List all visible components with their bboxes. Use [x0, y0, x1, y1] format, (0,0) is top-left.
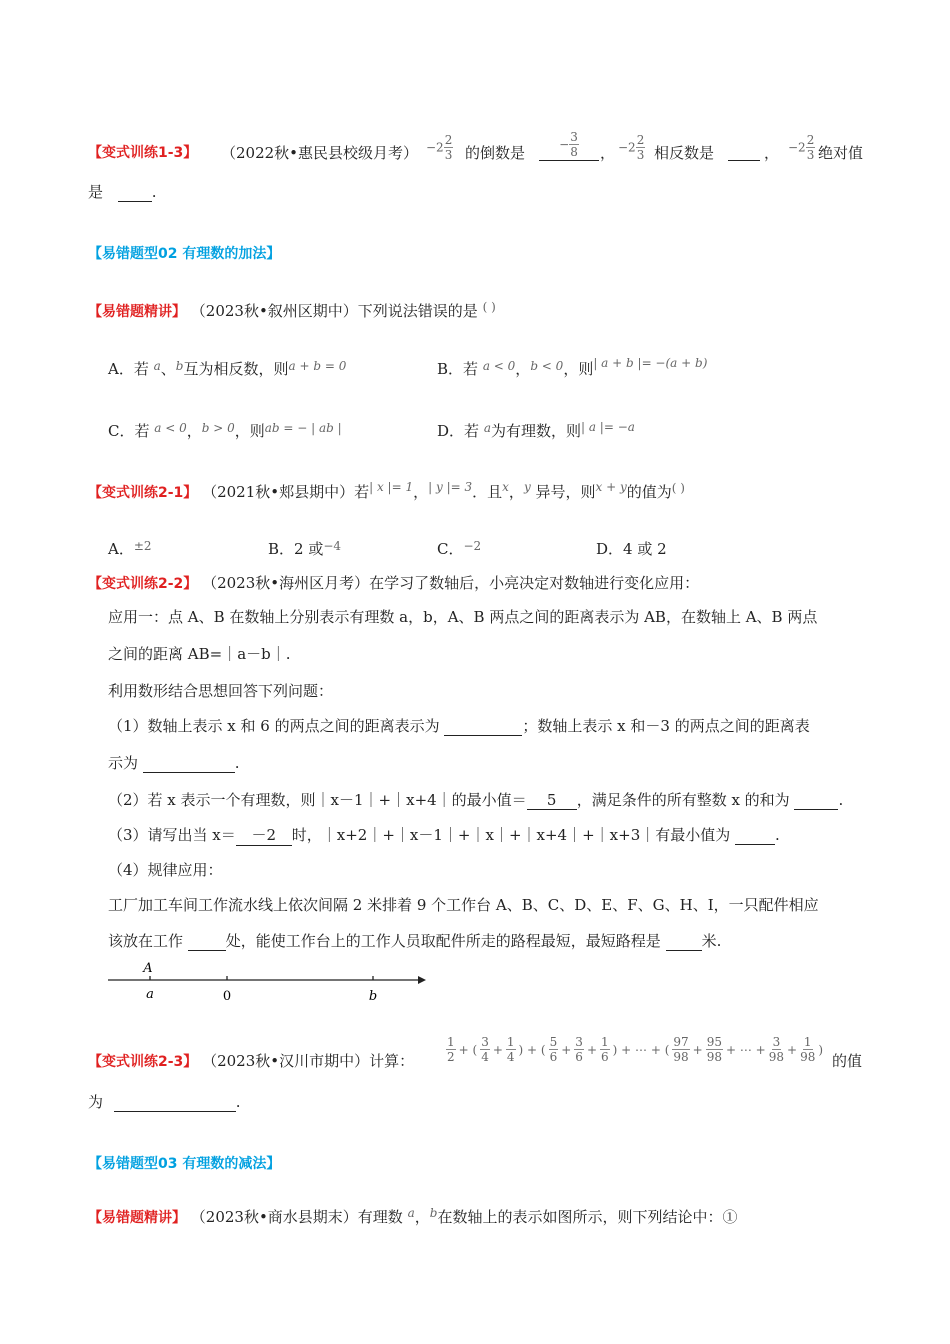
q21-opt-b-label: B．2 或 — [268, 540, 324, 558]
q23-operator: + — [692, 1042, 703, 1057]
q21-math1: | x |= 1 — [369, 480, 414, 494]
q23-numerator: 3 — [575, 1035, 583, 1049]
q-sub-sep: ， — [414, 1208, 430, 1226]
q23-fraction — [480, 1035, 490, 1064]
option-b-math3: | a + b |= −(a + b) — [593, 356, 708, 370]
q-sub-text: 在数轴上的表示如图所示，则下列结论中：① — [437, 1208, 738, 1226]
q23-text-value: 的值 — [832, 1052, 863, 1070]
number-line-arrow-icon — [418, 976, 426, 984]
q-add-source: （2023秋•叙州区期中）下列说法错误的是 — [190, 302, 478, 320]
q23-numerator: 95 — [706, 1035, 722, 1049]
q22-line9: 工厂加工车间工作流水线上依次间隔 2 米排着 9 个工作台 A、B、C、D、E、F、G、H、I，一只配件相应 — [108, 896, 819, 914]
number-line-figure — [100, 958, 430, 1008]
q23-fraction — [600, 1035, 610, 1064]
q13-answer: − $\frac{3}{8}$ — [559, 130, 578, 159]
q21-opt-a-label: A． — [108, 540, 134, 558]
q-add-line — [88, 300, 496, 321]
q-add-option-b — [437, 358, 707, 379]
q23-operator: ) + ( — [518, 1042, 546, 1057]
q13-comma: ， — [600, 144, 616, 162]
option-d-math2: | a |= −a — [580, 420, 635, 434]
q21-text1: ．且 — [472, 483, 503, 501]
q22-part2-text-b: ，满足条件的所有整数 x 的和为 — [576, 791, 790, 809]
q22-line2: 之间的距离 AB=｜a－b｜. — [108, 645, 291, 663]
q22-answer-x: －2 — [236, 824, 292, 846]
option-c-text: ，则 — [234, 422, 265, 440]
option-a-math1: a — [153, 359, 161, 373]
q13-number3: −2 $\frac{2}{3}$ — [788, 133, 815, 162]
q23-numerator: 3 — [481, 1035, 489, 1049]
option-a-label: A．若 — [108, 360, 149, 378]
q22-blank-1b — [143, 754, 235, 773]
q21-opt-c-math: −2 — [463, 539, 482, 553]
q22-line5 — [108, 752, 240, 773]
q21-paren: ( ) — [671, 481, 685, 495]
q23-fraction — [769, 1035, 784, 1064]
q13-period: . — [151, 183, 157, 201]
option-a-sep: 、 — [160, 360, 176, 378]
option-b-sep: ， — [515, 360, 531, 378]
option-a-math2: b — [175, 359, 184, 373]
q23-denominator: 4 — [481, 1050, 489, 1064]
label-A: A — [143, 961, 153, 976]
q-sub-tag: 【易错题精讲】 — [88, 1210, 186, 1226]
q21-option-c — [437, 538, 481, 559]
q23-source: （2023秋•汉川市期中）计算： — [202, 1052, 415, 1070]
q13-answer-underline — [539, 160, 599, 161]
option-b-text: ，则 — [563, 360, 594, 378]
q21-math3: x — [502, 480, 509, 494]
q23-line2 — [88, 1091, 241, 1112]
q22-answer-min: 5 — [527, 791, 577, 810]
q21-option-a — [108, 538, 152, 559]
q23-fraction — [574, 1035, 584, 1064]
option-b-math1: a < 0 — [482, 359, 516, 373]
q13-comma2: ， — [764, 144, 780, 162]
q21-math2: | y |= 3 — [428, 480, 473, 494]
q22-line1: 应用一：点 A、B 在数轴上分别表示有理数 a，b，A、B 两点之间的距离表示为 AB，在数轴上 A、B 两点 — [108, 608, 818, 626]
label-a: a — [146, 987, 154, 1002]
q21-option-b — [268, 538, 341, 559]
q13-source: （2022秋•惠民县校级月考） — [221, 144, 419, 162]
q23-numerator: 1 — [447, 1035, 455, 1049]
q23-operator: ) — [818, 1042, 824, 1057]
q22-part4-text-c: 米. — [701, 932, 722, 950]
label-b: b — [368, 989, 378, 1004]
q22-blank-4a — [188, 932, 226, 951]
q23-operator: + — [492, 1042, 503, 1057]
q23-numerator: 1 — [803, 1035, 812, 1049]
q23-denominator: 4 — [506, 1050, 515, 1064]
q21-sep2: ， — [508, 483, 524, 501]
q-sub-source: （2023秋•商水县期末）有理数 — [190, 1208, 403, 1226]
q13-text-is: 是 — [88, 183, 104, 201]
option-d-label: D．若 — [437, 422, 480, 440]
q23-tag: 【变式训练2-3】 — [88, 1054, 198, 1070]
option-c-label: C．若 — [108, 422, 150, 440]
q23-blank — [114, 1093, 236, 1112]
q23-denominator: 98 — [800, 1050, 816, 1064]
q13-number: −2 $\frac{2}{3}$ — [426, 133, 453, 162]
q22-part3-text-a: （3）请写出当 x＝ — [108, 826, 236, 844]
option-c-sep: ， — [186, 422, 202, 440]
q13-text-opposite: 相反数是 — [654, 144, 715, 162]
q22-blank-1a — [444, 717, 522, 736]
q23-numerator: 1 — [506, 1035, 515, 1049]
q13-text-reciprocal: 的倒数是 — [465, 144, 526, 162]
option-d-math1: a — [483, 421, 491, 435]
q21-math4: y — [523, 480, 531, 494]
section-02-heading: 【易错题型02 有理数的加法】 — [88, 246, 281, 262]
q22-blank-4b — [666, 932, 702, 951]
q22-blank-2 — [794, 791, 838, 810]
q23-denominator: 98 — [768, 1050, 785, 1064]
label-0: 0 — [222, 989, 232, 1004]
q23-denominator: 6 — [601, 1050, 609, 1064]
q22-line8: （4）规律应用： — [108, 861, 223, 879]
q22-source: （2023秋•海州区月考）在学习了数轴后，小亮决定对数轴进行变化应用： — [202, 574, 700, 592]
q23-fraction — [506, 1035, 516, 1064]
q21-sep1: ， — [413, 483, 429, 501]
q22-line3: 利用数形结合思想回答下列问题： — [108, 682, 334, 700]
q22-tag: 【变式训练2-2】 — [88, 576, 198, 592]
q22-period2: . — [838, 791, 844, 809]
q23-denominator: 2 — [447, 1050, 455, 1064]
q13-text-abs: 绝对值 — [818, 144, 864, 162]
q23-fraction — [446, 1035, 456, 1064]
q23-fraction — [672, 1035, 689, 1064]
q21-opt-d-label: D．4 或 2 — [596, 540, 667, 558]
q-add-option-c — [108, 420, 342, 441]
option-b-math2: b < 0 — [530, 359, 564, 373]
q21-opt-c-label: C． — [437, 540, 464, 558]
q23-denominator: 98 — [706, 1050, 722, 1064]
q13-blank-abs — [118, 183, 152, 202]
q-sub-math2: b — [429, 1206, 438, 1220]
q-add-option-a — [108, 358, 346, 379]
q23-numerator: 97 — [673, 1035, 689, 1049]
q23-line — [88, 1050, 414, 1071]
q13-number2: −2 $\frac{2}{3}$ — [618, 133, 645, 162]
q23-period: . — [235, 1093, 241, 1111]
option-a-text: 互为相反数，则 — [183, 360, 289, 378]
q23-fraction — [549, 1035, 559, 1064]
option-c-math1: a < 0 — [154, 421, 187, 435]
q22-part1-text-c: 示为 — [108, 754, 139, 772]
q21-text3: 的值为 — [626, 483, 672, 501]
section-03-heading: 【易错题型03 有理数的减法】 — [88, 1156, 281, 1172]
q23-fraction — [800, 1035, 815, 1064]
q22-heading — [88, 572, 699, 593]
q22-part2-text-a: （2）若 x 表示一个有理数，则｜x－1｜+｜x+4｜的最小值＝ — [108, 791, 527, 809]
q22-blank-3 — [735, 826, 775, 845]
q22-line10 — [108, 930, 721, 951]
q23-expression — [446, 1035, 823, 1064]
q23-operator: ) + ⋯ + ( — [612, 1042, 670, 1057]
q21-opt-a-math: ±2 — [133, 539, 152, 553]
option-c-math3: ab = − | ab | — [264, 421, 342, 435]
option-b-label: B．若 — [437, 360, 479, 378]
q21-source: （2021秋•郏县期中）若 — [202, 483, 370, 501]
q22-line6 — [108, 789, 843, 810]
q23-text-is: 为 — [88, 1093, 104, 1111]
q23-denominator: 98 — [673, 1050, 689, 1064]
q22-part3-text-b: 时，｜x+2｜+｜x－1｜+｜x｜+｜x+4｜+｜x+3｜有最小值为 — [291, 826, 731, 844]
q22-part4-text-b: 处，能使工作台上的工作人员取配件所走的路程最短，最短路程是 — [225, 932, 661, 950]
q23-denominator: 6 — [575, 1050, 583, 1064]
q-sub-line — [88, 1206, 737, 1227]
q23-numerator: 1 — [601, 1035, 609, 1049]
option-d-text: 为有理数，则 — [490, 422, 581, 440]
q21-text2: 异号，则 — [535, 483, 596, 501]
q23-operator: + ( — [458, 1042, 478, 1057]
q21-line — [88, 481, 685, 502]
q23-operator: + — [787, 1042, 798, 1057]
q22-period1: . — [234, 754, 240, 772]
q23-operator: + — [586, 1042, 597, 1057]
option-c-math2: b > 0 — [201, 421, 235, 435]
q22-part1-text-a: （1）数轴上表示 x 和 6 的两点之间的距离表示为 — [108, 717, 440, 735]
q23-fraction — [706, 1035, 723, 1064]
q13-tag: 【变式训练1-3】 — [88, 145, 198, 161]
q22-part1-text-b: ；数轴上表示 x 和－3 的两点之间的距离表 — [522, 717, 810, 735]
q-add-paren: ( ) — [482, 300, 496, 314]
q22-period3: . — [775, 826, 780, 844]
q13-blank-opposite — [728, 160, 760, 161]
q22-part4-text-a: 该放在工作 — [108, 932, 184, 950]
q21-option-d — [596, 538, 667, 559]
q21-opt-b-math: −4 — [323, 539, 342, 553]
q23-operator: + — [561, 1042, 572, 1057]
q21-math5: x + y — [595, 480, 627, 494]
q-add-tag: 【易错题精讲】 — [88, 304, 186, 320]
q22-line7 — [108, 824, 780, 846]
option-a-math3: a + b = 0 — [288, 359, 347, 373]
q13-line2 — [88, 181, 157, 202]
q23-operator: + ⋯ + — [726, 1042, 766, 1057]
q22-line4 — [108, 715, 810, 736]
q-add-option-d — [437, 420, 635, 441]
q23-denominator: 6 — [549, 1050, 558, 1064]
q21-tag: 【变式训练2-1】 — [88, 485, 198, 501]
q23-numerator: 5 — [549, 1035, 558, 1049]
q-sub-math1: a — [407, 1206, 415, 1220]
q23-numerator: 3 — [772, 1035, 781, 1049]
